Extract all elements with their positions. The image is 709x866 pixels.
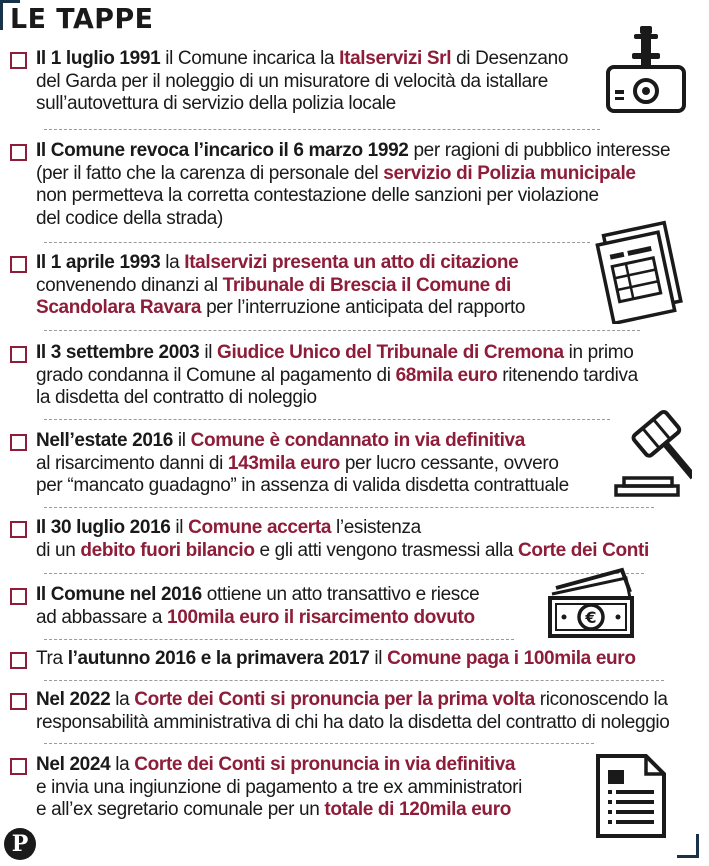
checkbox-icon <box>10 144 27 161</box>
entry-text <box>36 48 568 116</box>
checkbox-icon <box>10 52 27 69</box>
date-text: Il 1 aprile 1993 <box>36 252 161 273</box>
frame-corner-bottom-right <box>677 834 699 858</box>
body-text: il <box>199 342 218 363</box>
entry-text <box>36 517 649 562</box>
speed-camera-icon <box>604 24 688 116</box>
checkbox-icon <box>10 521 27 538</box>
entry-line <box>36 387 638 410</box>
highlight-text: Corte dei Conti si pronuncia in via definitiva <box>134 754 516 775</box>
entry-line <box>36 648 636 671</box>
date-text: l’autunno 2016 e la primavera 2017 <box>67 648 370 669</box>
entry-line <box>36 540 649 563</box>
body-text: al risarcimento danni di <box>36 452 228 474</box>
highlight-text: Comune accerta <box>188 517 332 538</box>
date-text: Il 3 settembre 2003 <box>36 342 200 363</box>
entry-text <box>36 689 670 734</box>
body-text: la disdetta del contratto di noleggio <box>36 387 317 408</box>
entry-line <box>36 689 670 712</box>
entry-text <box>36 430 569 498</box>
body-text: e all’ex segretario comunale per un <box>36 799 325 820</box>
body-text: per “mancato guadagno” in assenza di valida disdetta contrattuale <box>36 475 569 496</box>
entry-line <box>36 754 522 777</box>
checkbox-icon <box>10 588 27 605</box>
entry-text <box>36 342 638 410</box>
body-text: riconoscendo la <box>534 689 668 710</box>
entry-line <box>36 799 522 822</box>
highlight-text: Corte dei Conti <box>517 539 649 561</box>
body-text: del codice della strada) <box>36 207 223 229</box>
entry-line <box>36 163 670 186</box>
entry-line <box>36 71 568 94</box>
divider <box>44 680 664 681</box>
checkbox-icon <box>10 758 27 775</box>
entry-line <box>36 342 638 365</box>
highlight-text: debito fuori bilancio <box>80 539 255 561</box>
entry-line <box>36 607 479 630</box>
body-text: convenendo dinanzi al <box>36 274 223 296</box>
entry-line <box>36 208 670 231</box>
entry-line <box>36 93 568 116</box>
publisher-logo: P <box>4 828 36 860</box>
checkbox-icon <box>10 652 27 669</box>
date-text: Nell’estate 2016 <box>36 430 173 451</box>
svg-text:€: € <box>585 608 597 627</box>
body-text: non permetteva la corretta contestazione delle sanzioni per violazione <box>36 185 599 206</box>
entry-line <box>36 297 525 320</box>
body-text: la <box>110 754 135 775</box>
body-text: in primo <box>563 342 634 363</box>
divider <box>44 639 514 640</box>
highlight-text: Corte dei Conti si pronuncia per la prima volta <box>134 689 535 710</box>
divider <box>44 419 610 420</box>
entry-text <box>36 252 525 320</box>
date-text: Nel 2022 <box>36 689 111 710</box>
highlight-text: servizio di Polizia municipale <box>383 162 636 184</box>
entry-text <box>36 140 670 230</box>
body-text: (per il fatto che la carenza di personale del <box>36 162 384 184</box>
body-text: per lucro cessante, ovvero <box>339 452 559 474</box>
body-text: e gli atti vengono trasmessi alla <box>254 539 518 561</box>
entry-line <box>36 475 569 498</box>
body-text: responsabilità amministrativa di chi ha dato la disdetta del contratto di noleggio <box>36 711 670 733</box>
highlight-text: Giudice Unico del Tribunale di Cremona <box>217 342 564 363</box>
highlight-text: 100mila euro il risarcimento dovuto <box>167 606 475 628</box>
entry-line <box>36 140 670 163</box>
entry-line <box>36 430 569 453</box>
page-title: LE TAPPE <box>10 2 154 35</box>
body-text: ottiene un atto transattivo e riesce <box>201 584 480 605</box>
body-text: il <box>173 430 191 451</box>
entry-line <box>36 777 522 800</box>
body-text: l’esistenza <box>331 517 421 538</box>
banknote-euro-icon <box>546 566 636 640</box>
body-text: Tra <box>36 648 68 669</box>
body-text: ritenendo tardiva <box>497 364 638 386</box>
entry-line <box>36 712 670 735</box>
highlight-text: totale di 120mila euro <box>324 799 511 820</box>
documents-icon <box>594 220 694 324</box>
entry-line <box>36 252 525 275</box>
document-list-icon <box>594 752 668 840</box>
checkbox-icon <box>10 434 27 451</box>
checkbox-icon <box>10 693 27 710</box>
highlight-text: Italservizi presenta un atto di citazione <box>184 252 519 273</box>
entry-line <box>36 365 638 388</box>
entry-text <box>36 648 636 671</box>
body-text: sull’autovettura di servizio della polizia locale <box>36 93 396 114</box>
checkbox-icon <box>10 256 27 273</box>
date-text: Il 1 luglio 1991 <box>36 48 161 69</box>
highlight-text: 68mila euro <box>395 364 498 386</box>
highlight-text: Tribunale di Brescia il Comune di <box>222 274 511 296</box>
checkbox-icon <box>10 346 27 363</box>
divider <box>44 129 600 130</box>
body-text: grado condanna il Comune al pagamento di <box>36 364 396 386</box>
entry-text <box>36 584 479 629</box>
body-text: e invia una ingiunzione di pagamento a tre ex amministratori <box>36 776 522 798</box>
highlight-text: Italservizi Srl <box>339 48 452 69</box>
body-text: ad abbassare a <box>36 606 168 628</box>
date-text: Il 30 luglio 2016 <box>36 517 171 538</box>
entry-line <box>36 275 525 298</box>
body-text: per ragioni di pubblico interesse <box>408 140 671 161</box>
entry-line <box>36 584 479 607</box>
body-text: il <box>369 648 388 669</box>
highlight-text: Comune paga i 100mila euro <box>387 648 636 669</box>
body-text: la <box>110 689 135 710</box>
gavel-icon <box>612 408 692 498</box>
body-text: del Garda per il noleggio di un misuratore di velocità da istallare <box>36 70 549 92</box>
body-text: il <box>170 517 189 538</box>
body-text: di Desenzano <box>451 48 569 69</box>
highlight-text: Scandolara Ravara <box>36 297 202 318</box>
date-text: Nel 2024 <box>36 754 111 775</box>
entry-line <box>36 453 569 476</box>
date-text: Il Comune revoca l’incarico il 6 marzo 1992 <box>36 140 409 161</box>
highlight-text: 143mila euro <box>227 452 340 474</box>
divider <box>44 507 654 508</box>
divider <box>44 242 590 243</box>
entry-line <box>36 517 649 540</box>
divider <box>44 330 640 331</box>
body-text: la <box>160 252 185 273</box>
entry-text <box>36 754 522 822</box>
body-text: di un <box>36 539 81 561</box>
body-text: il Comune incarica la <box>160 48 340 69</box>
entry-line <box>36 48 568 71</box>
divider <box>44 743 594 744</box>
body-text: per l’interruzione anticipata del rapporto <box>201 297 526 318</box>
date-text: Il Comune nel 2016 <box>36 584 202 605</box>
entry-line <box>36 185 670 208</box>
highlight-text: Comune è condannato in via definitiva <box>190 430 525 451</box>
